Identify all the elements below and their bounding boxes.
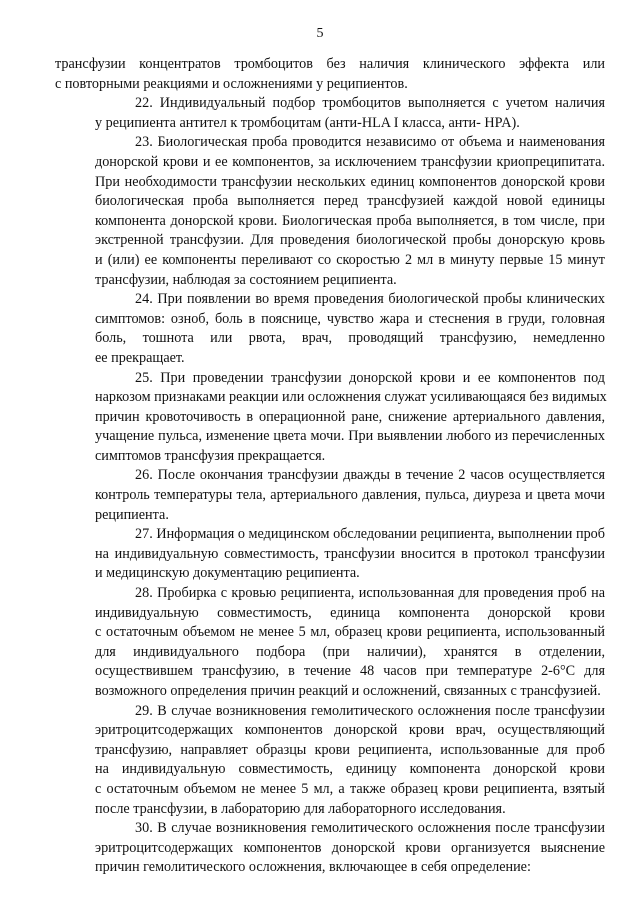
- paragraph: [55, 466, 605, 525]
- text-line: 22. Индивидуальный подбор тромбоцитов выполняется с учетом наличия: [135, 95, 605, 112]
- text-line: возможного определения причин реакций и осложнений, связанных с трансфузией.: [95, 683, 601, 699]
- text-line: 29. В случае возникновения гемолитического осложнения после трансфузии: [135, 702, 605, 719]
- text-line: 26. После окончания трансфузии дважды в течение 2 часов осуществляется: [135, 467, 605, 484]
- document-body: [55, 55, 605, 878]
- paragraph: [55, 94, 605, 133]
- paragraph: [55, 584, 605, 702]
- text-line: индивидуальную совместимость, единица компонента донорской крови: [95, 604, 605, 621]
- paragraph-continuation: [55, 55, 605, 94]
- text-line: после трансфузии, в лабораторию для лабораторного исследования.: [95, 800, 506, 817]
- text-line: 23. Биологическая проба проводится независимо от объема и наименования: [135, 134, 605, 151]
- text-line: и медицинскую документацию реципиента.: [95, 565, 360, 582]
- text-line: у реципиента антител к тромбоцитам (анти-HLA I класса, анти- HPA).: [95, 114, 520, 131]
- text-line: 28. Пробирка с кровью реципиента, использованная для проведения проб на: [135, 585, 605, 602]
- text-line: наркозом признаками реакции или осложнения служат усиливающаяся без видимых: [95, 389, 607, 406]
- text-line: трансфузию, направляет образцы крови реципиента, использованные для проб: [95, 741, 605, 758]
- text-line: ее прекращает.: [95, 349, 185, 366]
- text-line: и (или) ее компоненты переливают со скоростью 2 мл в минуту первые 15 минут: [95, 251, 605, 268]
- text-line: 30. В случае возникновения гемолитического осложнения после трансфузии: [135, 820, 605, 837]
- text-line: 27. Информация о медицинском обследовании реципиента, выполнении проб: [135, 526, 605, 543]
- paragraph: [55, 133, 605, 290]
- text-line: реципиента.: [95, 506, 169, 523]
- paragraph: [55, 525, 605, 584]
- text-line: биологическая проба выполняется перед трансфузией каждой новой единицы: [95, 193, 605, 210]
- text-line: с остаточным объемом не менее 5 мл, образец крови реципиента, использованный: [95, 624, 605, 641]
- paragraph: [55, 819, 605, 878]
- text-line: трансфузии концентратов тромбоцитов без наличия клинического эффекта или: [55, 56, 605, 72]
- text-line: причин гемолитического осложнения, включающее в себя определение:: [95, 859, 531, 876]
- text-line: с остаточным объемом не менее 5 мл, а также образец крови реципиента, взятый: [95, 780, 605, 797]
- text-line: с повторными реакциями и осложнениями у реципиентов.: [55, 75, 408, 92]
- text-line: донорской крови и ее компонентов, за исключением трансфузии криопреципитата.: [95, 153, 605, 170]
- text-line: 25. При проведении трансфузии донорской крови и ее компонентов под: [135, 369, 605, 386]
- paragraph: [55, 290, 605, 368]
- text-line: боль, тошнота или рвота, врач, проводящий трансфузию, немедленно: [95, 330, 605, 347]
- text-line: контроль температуры тела, артериального давления, пульса, диуреза и цвета мочи: [95, 487, 605, 504]
- text-line: эритроцитсодержащих компонентов донорской крови врач, осуществляющий: [95, 722, 605, 739]
- text-line: для индивидуального подбора (при наличии), хранятся в отделении,: [95, 643, 605, 660]
- page-number: 5: [316, 26, 324, 41]
- text-line: компонента донорской крови. Биологическая проба выполняется, в том числе, при: [95, 212, 605, 229]
- text-line: на индивидуальную совместимость, единицу компонента донорской крови: [95, 761, 605, 778]
- text-line: симптомов: озноб, боль в пояснице, чувство жара и стеснения в груди, головная: [95, 310, 605, 327]
- text-line: При необходимости трансфузии нескольких единиц компонентов донорской крови: [95, 173, 605, 190]
- text-line: экстренной трансфузии. Для проведения биологической пробы донорскую кровь: [95, 232, 605, 249]
- text-line: симптомов трансфузия прекращается.: [95, 447, 326, 464]
- text-line: трансфузии, наблюдая за состоянием реципиента.: [95, 271, 397, 288]
- paragraph: [55, 702, 605, 820]
- text-line: 24. При появлении во время проведения биологической пробы клинических: [135, 291, 605, 308]
- text-line: причин кровоточивость в операционной ране, снижение артериального давления,: [95, 408, 605, 425]
- paragraph: [55, 369, 605, 467]
- text-line: осуществившем трансфузию, в течение 48 часов при температуре 2-6°C для: [95, 663, 605, 680]
- text-line: эритроцитсодержащих компонентов донорской крови организуется выяснение: [95, 839, 605, 856]
- text-line: на индивидуальную совместимость, трансфузии вносится в протокол трансфузии: [95, 545, 605, 562]
- text-line: учащение пульса, изменение цвета мочи. При выявлении любого из перечисленных: [95, 428, 605, 445]
